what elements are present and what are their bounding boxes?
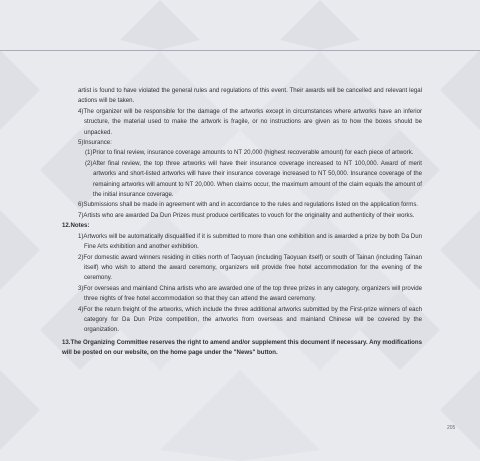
note-1-disqualification: 1)Artworks will be automatically disqualified if it is submitted to more than one exhibition and is awarded a prize by both Da Dun Fine Arts exhibition and another exhibition. [78, 232, 422, 251]
document-body [62, 86, 422, 359]
header-rule [0, 50, 480, 51]
item-7-certificates: 7)Artists who are awarded Da Dun Prizes must produce certificates to vouch for the originality and authenticity of their works. [78, 211, 415, 219]
section-12-heading: 12.Notes: [62, 222, 90, 230]
item-5-2-after-review: (2)After final review, the top three artworks will have their insurance coverage increased to NT 100,000. Award of merit artworks and short-listed artworks will have their insurance coverage increased to NT 50,000. Insurance coverage of the remaining artworks will amount to NT 20,000. When claims occur, the maximum amount of the claim equals the amount of the initial insurance coverage. [85, 159, 422, 199]
item-4-responsibility: 4)The organizer will be responsible for the damage of the artworks except in circumstances where artworks have an inferior structure, the material used to make the artwork is fragile, or no instructions are given as to how the boxes should be unpacked. [78, 107, 422, 136]
note-4-return-freight: 4)For the return freight of the artworks, which include the three additional artworks submitted by the First-prize winners of each category for Da Dun Prize competition, the artworks from overseas and mainland Chinese will be covered by the organization. [78, 305, 422, 334]
page-number: 205 [447, 425, 456, 431]
section-13-amendments: 13.The Organizing Committee reserves the right to amend and/or supplement this document if necessary. Any modifications will be posted on our website, on the home page under the "News" button. [62, 338, 422, 357]
continued-paragraph: artist is found to have violated the general rules and regulations of this event. Their awards will be cancelled and relevant legal actions will be taken. [78, 87, 422, 105]
item-5-1-prior-review: (1)Prior to final review, insurance coverage amounts to NT 20,000 (highest recoverable amount) for each piece of artwork. [85, 149, 414, 157]
note-3-overseas-hotel: 3)For overseas and mainland China artists who are awarded one of the top three prizes in any category, organizers will provide three nights of free hotel accommodation so that they can attend the award ceremony. [78, 284, 422, 303]
item-6-submissions: 6)Submissions shall be made in agreement with and in accordance to the rules and regulations listed on the application forms. [78, 201, 419, 209]
note-2-domestic-hotel: 2)For domestic award winners residing in cities north of Taoyuan (including Taoyuan itself) or south of Tainan (including Tainan itself) who wish to attend the award ceremony, organizers will provide free hotel accommodation for the evening of the ceremony. [78, 253, 422, 282]
item-5-insurance-heading: 5)Insurance: [78, 139, 112, 147]
